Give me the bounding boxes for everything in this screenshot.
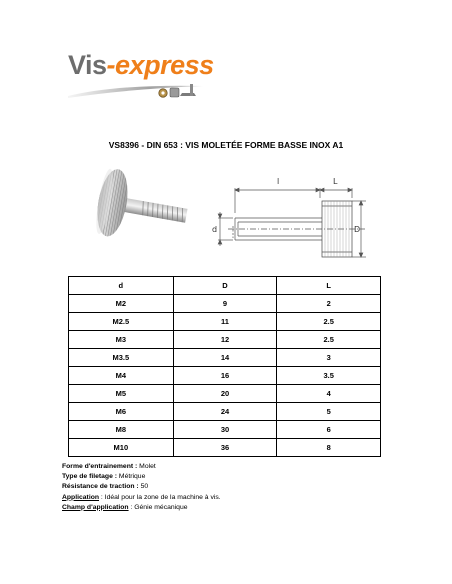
cell-d: M3.5: [69, 349, 174, 367]
spec-label: Application: [62, 493, 100, 501]
cell-d: M6: [69, 403, 174, 421]
header-D: D: [173, 277, 277, 295]
product-title: VS8396 - DIN 653 : VIS MOLETÉE FORME BASSE INOX A1: [108, 140, 344, 150]
spec-value: : Génie mécanique: [128, 503, 188, 511]
cell-L: 2.5: [277, 313, 381, 331]
cell-d: M8: [69, 421, 174, 439]
cell-L: 3.5: [277, 367, 381, 385]
cell-d: M5: [69, 385, 174, 403]
label-l: l: [277, 177, 280, 186]
spec-value: 50: [138, 483, 149, 491]
cell-L: 8: [277, 439, 381, 457]
spec-label: Type de filetage :: [62, 473, 118, 481]
logo-swoosh-and-hardware-icon: [68, 80, 218, 102]
table-row: [69, 403, 381, 421]
cell-L: 3: [277, 349, 381, 367]
table-row: [69, 295, 381, 313]
table-row: [69, 349, 381, 367]
spec-thread-type: [62, 472, 221, 482]
dimensions-table: [68, 276, 381, 457]
screw-photo: [92, 168, 192, 248]
table-header-row: [69, 277, 381, 295]
cell-d: M3: [69, 331, 174, 349]
spec-value: : Idéal pour la zone de la machine à vis.: [99, 493, 221, 501]
cell-D: 9: [173, 295, 277, 313]
spec-drive-type: [62, 462, 221, 472]
table-row: [69, 439, 381, 457]
cell-D: 11: [173, 313, 277, 331]
logo-part-express: -express: [106, 50, 214, 80]
spec-tensile-strength: [62, 482, 221, 492]
table-row: [69, 385, 381, 403]
cell-D: 12: [173, 331, 277, 349]
cell-D: 24: [173, 403, 277, 421]
cell-L: 5: [277, 403, 381, 421]
cell-D: 16: [173, 367, 277, 385]
table-row: [69, 421, 381, 439]
spec-label: Résistance de traction :: [62, 483, 139, 491]
table-row: [69, 331, 381, 349]
spec-value: Métrique: [117, 473, 146, 481]
header-d: d: [69, 277, 174, 295]
spec-application: [62, 493, 221, 503]
spec-label: Champ d'application: [62, 503, 129, 511]
cell-d: M4: [69, 367, 174, 385]
cell-d: M2: [69, 295, 174, 313]
cell-L: 2.5: [277, 331, 381, 349]
cell-D: 14: [173, 349, 277, 367]
cell-D: 20: [173, 385, 277, 403]
table-row: [69, 313, 381, 331]
cell-L: 4: [277, 385, 381, 403]
table-row: [69, 367, 381, 385]
cell-d: M10: [69, 439, 174, 457]
label-D: D: [354, 225, 361, 234]
spec-label: Forme d'entrainement :: [62, 463, 138, 470]
specifications: [62, 462, 221, 513]
logo-wordmark: [68, 50, 214, 81]
cell-L: 2: [277, 295, 381, 313]
vis-express-logo: [68, 50, 218, 102]
cell-D: 30: [173, 421, 277, 439]
cell-L: 6: [277, 421, 381, 439]
cell-d: M2.5: [69, 313, 174, 331]
header-L: L: [277, 277, 381, 295]
spec-value: Molet: [137, 463, 156, 470]
label-d: d: [212, 225, 218, 234]
spec-field-of-application: [62, 503, 221, 513]
cell-D: 36: [173, 439, 277, 457]
technical-drawing: [200, 168, 370, 258]
label-L: L: [333, 177, 338, 186]
logo-part-vis: Vis: [68, 50, 107, 80]
